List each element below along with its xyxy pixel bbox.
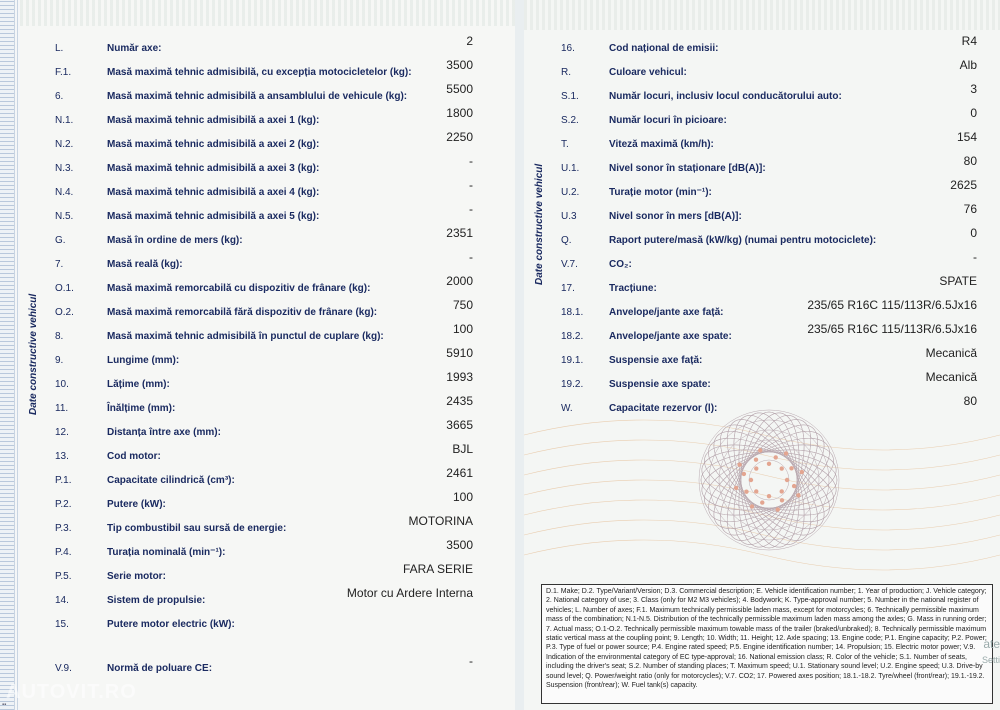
field-value: 2351 <box>446 226 473 240</box>
field-value: 235/65 R16C 115/113R/6.5Jx16 <box>807 322 977 336</box>
field-code: L. <box>55 43 64 54</box>
field-code: 17. <box>561 283 575 294</box>
field-value: 2461 <box>446 466 473 480</box>
field-code: 9. <box>55 355 64 366</box>
field-legend: D.1. Make; D.2. Type/Variant/Version; D.3. Commercial description; E. Vehicle identification number; 1. Year of production; J. Vehicle category; 2. National category of use; 3. Class (only for M2 M3 vehicles); 4. Bodywork; K. Type-approval number; 5. Number in the national register of vehicles; L. Number of axes; F.1. Maximum technically permissible laden mass, except for motorcycles; 6. Technically permissible maximum mass of the combination; N.1-N.5. Distribution of the technically permissible maximum laden mass among the axles; G. Mass in running order; 7. Actual mass; O.1-O.2. Technically permissible maximum towable mass of the trailer (braked/unbraked); 8. Technically permissible maximum static vertical mass at the coupling point; 9. Length; 10. Width; 11. Height; 12. Axle spacing; 13. Engine code; P.1. Engine capacity; P.2. Power; P.3. Type of fuel or power source; P.4. Engine rated speed; P.5. Engine identification number; 14. Propulsion; 15. Electric motor power; V.9. Indication of the environmental category of EC type-approval; 16. National emission class; R. Color of the vehicle; S.1. Number of seats, including the driver's seat; S.2. Number of standing places; T. Maximum speed; U.1. Stationary sound level; U.2. Engine speed; U.3. Drive-by sound level; Q. Power/weight ratio (only for motorcycles); V.7. CO2; 17. Powered axes position; 18.1.-18.2. Tyre/wheel (front/rear); 19.1.-19.2. Suspension (front/rear); W. Fuel tank(s) capacity. <box>541 584 993 704</box>
page-tick: ▪▪ <box>2 702 7 708</box>
field-label: Masă maximă tehnic admisibilă a axei 4 (kg): <box>107 187 320 198</box>
field-label: Cod național de emisii: <box>609 43 719 54</box>
field-label: Număr locuri în picioare: <box>609 115 727 126</box>
field-value: 76 <box>963 202 977 216</box>
field-value: BJL <box>452 442 473 456</box>
field-label: Serie motor: <box>107 571 166 582</box>
field-code: U.1. <box>561 163 580 174</box>
field-code: 14. <box>55 595 69 606</box>
field-value: - <box>469 178 473 192</box>
field-code: N.5. <box>55 211 74 222</box>
field-label: Înălțime (mm): <box>107 403 176 414</box>
field-code: O.2. <box>55 307 74 318</box>
field-code: 11. <box>55 403 69 414</box>
field-label: Lățime (mm): <box>107 379 170 390</box>
field-label: Masă maximă tehnic admisibilă a axei 3 (kg): <box>107 163 320 174</box>
field-code: Q. <box>561 235 572 246</box>
field-label: Masă maximă tehnic admisibilă a ansamblului de vehicule (kg): <box>107 91 408 102</box>
field-code: 18.2. <box>561 331 584 342</box>
field-label: Masă maximă remorcabilă fără dispozitiv de frânare (kg): <box>107 307 378 318</box>
field-label: Masă maximă tehnic admisibilă a axei 2 (kg): <box>107 139 320 150</box>
field-code: P.4. <box>55 547 72 558</box>
field-label: Suspensie axe față: <box>609 355 703 366</box>
field-code: S.1. <box>561 91 579 102</box>
field-code: N.4. <box>55 187 74 198</box>
field-value: 3500 <box>446 58 473 72</box>
field-value: 154 <box>956 130 977 144</box>
field-label: Putere (kW): <box>107 499 166 510</box>
field-label: Nivel sonor în staționare [dB(A)]: <box>609 163 766 174</box>
field-value: 0 <box>970 226 977 240</box>
side-label: Date constructive vehicul <box>28 293 39 415</box>
field-code: O.1. <box>55 283 74 294</box>
field-value: R4 <box>961 34 977 48</box>
field-label: Putere motor electric (kW): <box>107 619 235 630</box>
field-value: 235/65 R16C 115/113R/6.5Jx16 <box>807 298 977 312</box>
field-label: Tracțiune: <box>609 283 657 294</box>
field-code: S.2. <box>561 115 579 126</box>
field-value: MOTORINA <box>408 514 473 528</box>
field-label: Turația nominală (min⁻¹): <box>107 547 226 558</box>
field-code: 12. <box>55 427 69 438</box>
field-value: 80 <box>963 394 977 408</box>
field-code: 19.2. <box>561 379 584 390</box>
field-value: 100 <box>452 322 473 336</box>
field-value: 3 <box>970 82 977 96</box>
security-stripe-inner <box>14 0 20 710</box>
field-code: 10. <box>55 379 69 390</box>
field-label: Culoare vehicul: <box>609 67 687 78</box>
field-code: 7. <box>55 259 64 270</box>
field-value: 3665 <box>446 418 473 432</box>
field-code: T. <box>561 139 569 150</box>
field-label: Capacitate cilindrică (cm³): <box>107 475 235 486</box>
field-label: Sistem de propulsie: <box>107 595 206 606</box>
field-code: P.2. <box>55 499 72 510</box>
field-value: 2625 <box>950 178 977 192</box>
field-label: Normă de poluare CE: <box>107 663 213 674</box>
field-value: Mecanică <box>925 346 977 360</box>
field-value: 2000 <box>446 274 473 288</box>
field-code: N.1. <box>55 115 74 126</box>
field-code: P.5. <box>55 571 72 582</box>
field-value: - <box>469 202 473 216</box>
guilloche-band <box>524 0 1000 30</box>
field-code: 15. <box>55 619 69 630</box>
field-label: Nivel sonor în mers [dB(A)]: <box>609 211 742 222</box>
side-label: Date constructive vehicul <box>534 163 545 285</box>
field-label: Capacitate rezervor (l): <box>609 403 718 414</box>
field-code: P.3. <box>55 523 72 534</box>
security-rosette <box>524 405 1000 585</box>
field-value: 100 <box>452 490 473 504</box>
field-value: FARA SERIE <box>402 562 473 576</box>
field-label: Distanța între axe (mm): <box>107 427 221 438</box>
field-code: 16. <box>561 43 575 54</box>
field-code: 8. <box>55 331 64 342</box>
field-value: - <box>469 250 473 264</box>
watermark-logo: AUTOVIT.RO <box>6 681 137 703</box>
field-value: 5500 <box>446 82 473 96</box>
field-value: - <box>973 250 977 264</box>
field-code: P.1. <box>55 475 72 486</box>
field-label: Masă maximă tehnic admisibilă în punctul de cuplare (kg): <box>107 331 384 342</box>
guilloche-band <box>20 0 515 26</box>
field-label: Viteză maximă (km/h): <box>609 139 714 150</box>
field-value: 2 <box>466 34 473 48</box>
field-label: Masă maximă remorcabilă cu dispozitiv de frânare (kg): <box>107 283 371 294</box>
field-label: Număr axe: <box>107 43 162 54</box>
field-value: SPATE <box>939 274 977 288</box>
field-code: V.7. <box>561 259 578 270</box>
field-label: Masă maximă tehnic admisibilă a axei 5 (kg): <box>107 211 320 222</box>
field-code: U.2. <box>561 187 580 198</box>
field-code: V.9. <box>55 663 72 674</box>
field-value: 750 <box>452 298 473 312</box>
security-stripe <box>0 0 14 710</box>
field-code: 6. <box>55 91 64 102</box>
field-label: Număr locuri, inclusiv locul conducătorului auto: <box>609 91 842 102</box>
field-label: Turație motor (min⁻¹): <box>609 187 712 198</box>
field-value: 1993 <box>446 370 473 384</box>
field-value: 2250 <box>446 130 473 144</box>
field-label: Masă maximă tehnic admisibilă a axei 1 (kg): <box>107 115 320 126</box>
field-value: 80 <box>963 154 977 168</box>
field-value: Motor cu Ardere Interna <box>346 586 473 600</box>
field-value: 0 <box>970 106 977 120</box>
right-page <box>524 0 1000 710</box>
field-code: W. <box>561 403 573 414</box>
field-value: Alb <box>959 58 977 72</box>
edge-text: Setti <box>981 655 1000 665</box>
field-code: R. <box>561 67 571 78</box>
field-code: 13. <box>55 451 69 462</box>
field-label: Anvelope/jante axe față: <box>609 307 724 318</box>
field-code: G. <box>55 235 66 246</box>
field-label: Cod motor: <box>107 451 161 462</box>
field-label: Suspensie axe spate: <box>609 379 711 390</box>
field-label: Lungime (mm): <box>107 355 180 366</box>
field-value: - <box>469 154 473 168</box>
field-label: Tip combustibil sau sursă de energie: <box>107 523 287 534</box>
field-code: U.3 <box>561 211 577 222</box>
field-value: 5910 <box>446 346 473 360</box>
field-value: Mecanică <box>925 370 977 384</box>
field-value: 1800 <box>446 106 473 120</box>
field-label: Masă maximă tehnic admisibilă, cu excepția motocicletelor (kg): <box>107 67 412 78</box>
field-code: 19.1. <box>561 355 584 366</box>
field-value: 3500 <box>446 538 473 552</box>
field-code: 18.1. <box>561 307 584 318</box>
field-label: Masă în ordine de mers (kg): <box>107 235 243 246</box>
field-label: Anvelope/jante axe spate: <box>609 331 732 342</box>
field-value: 2435 <box>446 394 473 408</box>
field-code: N.3. <box>55 163 74 174</box>
field-code: F.1. <box>55 67 72 78</box>
edge-text: ate <box>983 637 1000 651</box>
field-code: N.2. <box>55 139 74 150</box>
field-label: CO₂: <box>609 259 632 270</box>
field-value: - <box>469 654 473 668</box>
field-label: Masă reală (kg): <box>107 259 183 270</box>
field-label: Raport putere/masă (kW/kg) (numai pentru motociclete): <box>609 235 877 246</box>
